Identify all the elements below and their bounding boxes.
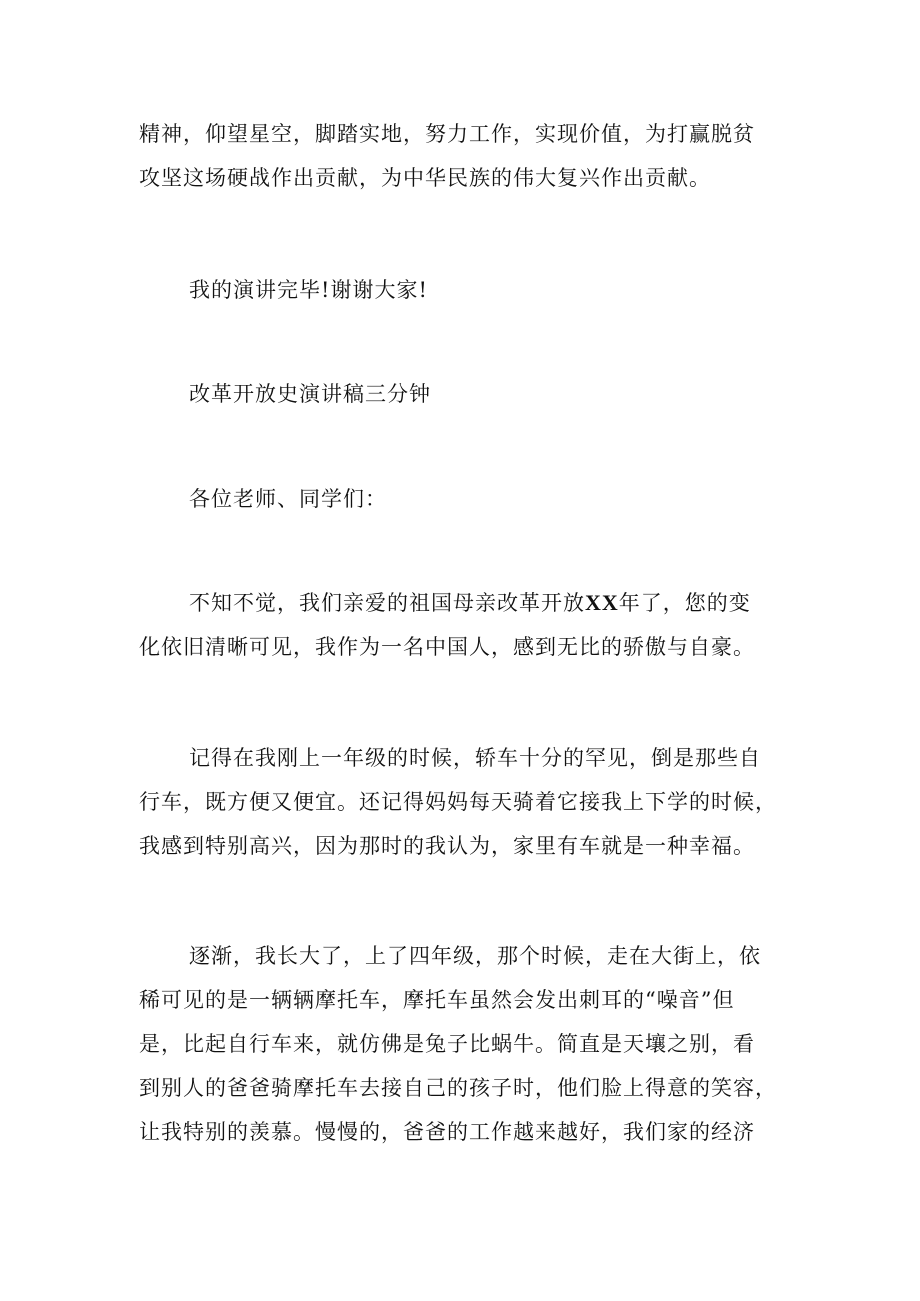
greeting-block [139, 477, 799, 521]
paragraph-4 [139, 736, 799, 868]
paragraph-line [139, 581, 799, 625]
paragraph-line: 行车，既方便又便宜。还记得妈妈每天骑着它接我上下学的时候， [139, 790, 777, 814]
speech-title-block [139, 372, 799, 416]
paragraph-line: 攻坚这场硬战作出贡献，为中华民族的伟大复兴作出贡献。 [139, 166, 711, 190]
paragraph-line: 让我特别的羡慕。慢慢的，爸爸的工作越来越好，我们家的经济 [139, 1120, 755, 1144]
paragraph-line: 我感到特别高兴，因为那时的我认为，家里有车就是一种幸福。 [139, 834, 755, 858]
paragraph-2 [139, 268, 799, 312]
paragraph-line: 是，比起自行车来，就仿佛是兔子比蜗牛。简直是天壤之别，看 [139, 1032, 755, 1056]
paragraph-line: 稀可见的是一辆辆摩托车，摩托车虽然会发出刺耳的“噪音”但 [139, 988, 735, 1012]
text-segment: 不知不觉，我们亲爱的祖国母亲改革开放 [189, 591, 585, 615]
speech-title: 改革开放史演讲稿三分钟 [189, 382, 431, 406]
closing-line: 我的演讲完毕!谢谢大家! [189, 278, 428, 302]
paragraph-line: 记得在我刚上一年级的时候，轿车十分的罕见，倒是那些自 [189, 746, 761, 770]
paragraph-line: 精神，仰望星空，脚踏实地，努力工作，实现价值，为打赢脱贫 [139, 122, 755, 146]
paragraph-3 [139, 581, 799, 669]
bold-placeholder: XX [585, 590, 619, 615]
paragraph-1 [139, 112, 799, 200]
paragraph-line: 逐渐，我长大了，上了四年级，那个时候，走在大街上，依 [189, 944, 761, 968]
paragraph-line: 化依旧清晰可见，我作为一名中国人，感到无比的骄傲与自豪。 [139, 635, 755, 659]
text-segment: 年了，您的变 [618, 591, 751, 615]
greeting: 各位老师、同学们： [189, 487, 387, 511]
paragraph-line: 到别人的爸爸骑摩托车去接自己的孩子时，他们脸上得意的笑容， [139, 1076, 777, 1100]
paragraph-5 [139, 934, 799, 1154]
